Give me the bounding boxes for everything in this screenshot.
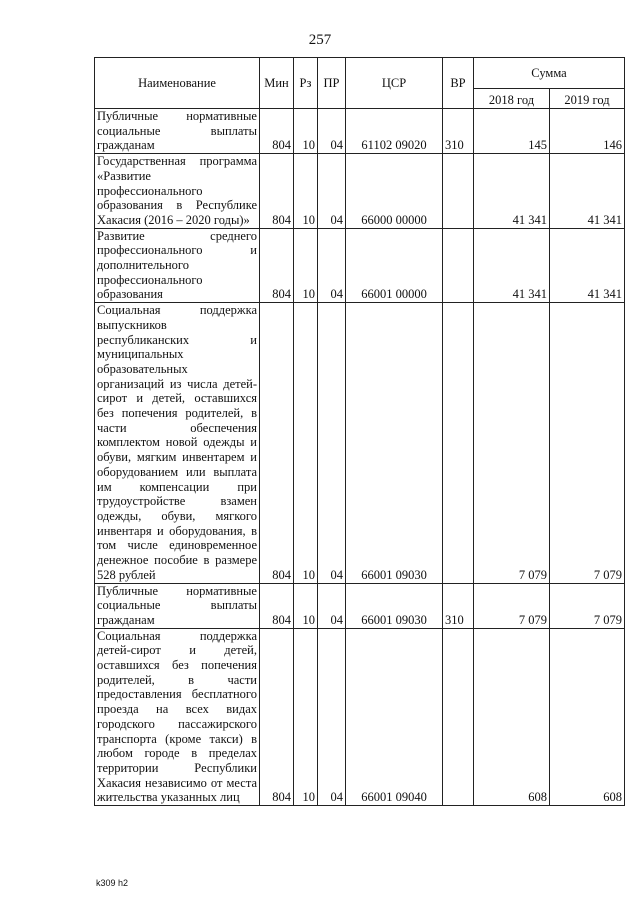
row-pr: 04 xyxy=(318,109,346,154)
row-vr xyxy=(443,228,474,303)
row-pr: 04 xyxy=(318,154,346,229)
row-sum-2019: 7 079 xyxy=(550,303,625,583)
header-sum: Сумма xyxy=(474,58,625,89)
row-vr: 310 xyxy=(443,583,474,628)
budget-table xyxy=(94,57,625,806)
row-rz: 10 xyxy=(294,628,318,805)
row-pr: 04 xyxy=(318,228,346,303)
row-min: 804 xyxy=(260,303,294,583)
row-name: Развитие среднего профессионального и дополнительного профессионального образования xyxy=(95,228,260,303)
row-vr xyxy=(443,303,474,583)
row-sum-2019: 608 xyxy=(550,628,625,805)
row-pr: 04 xyxy=(318,628,346,805)
row-sum-2019: 7 079 xyxy=(550,583,625,628)
row-sum-2019: 146 xyxy=(550,109,625,154)
row-sum-2018: 41 341 xyxy=(474,228,550,303)
row-sum-2018: 145 xyxy=(474,109,550,154)
row-sum-2018: 41 341 xyxy=(474,154,550,229)
row-sum-2018: 7 079 xyxy=(474,583,550,628)
row-csr: 66001 00000 xyxy=(346,228,443,303)
row-csr: 66001 09040 xyxy=(346,628,443,805)
row-pr: 04 xyxy=(318,583,346,628)
table-row xyxy=(95,583,625,628)
header-name: Наименование xyxy=(95,58,260,109)
row-csr: 66000 00000 xyxy=(346,154,443,229)
row-min: 804 xyxy=(260,109,294,154)
row-name: Социальная поддержка детей-сирот и детей, оставшихся без попечения родителей, в части предоставления бесплатного проезда на всех видах городского пассажирского транспорта (кроме такси) в любом городе в пределах территории Республики Хакасия независимо от места жительства указанных лиц xyxy=(95,628,260,805)
header-csr: ЦСР xyxy=(346,58,443,109)
table-row xyxy=(95,228,625,303)
row-min: 804 xyxy=(260,154,294,229)
row-min: 804 xyxy=(260,583,294,628)
row-rz: 10 xyxy=(294,228,318,303)
table-row xyxy=(95,303,625,583)
header-min: Мин xyxy=(260,58,294,109)
header-rz: Рз xyxy=(294,58,318,109)
row-csr: 61102 09020 xyxy=(346,109,443,154)
row-name: Публичные нормативные социальные выплаты гражданам xyxy=(95,583,260,628)
row-sum-2019: 41 341 xyxy=(550,154,625,229)
row-vr xyxy=(443,154,474,229)
header-year-2019: 2019 год xyxy=(550,89,625,109)
row-name: Публичные нормативные социальные выплаты гражданам xyxy=(95,109,260,154)
row-name: Социальная поддержка выпускников республиканских и муниципальных образовательных организаций из числа детей-сирот и детей, оставшихся без попечения родителей, в части обеспечения комплектом новой одежды и обуви, мягким инвентарем и оборудованием или выплата им компенсации при трудоустройстве взамен одежды, обуви, мягкого инвентаря и оборудования, в том числе единовременное денежное пособие в размере 528 рублей xyxy=(95,303,260,583)
page-number: 257 xyxy=(308,32,332,48)
row-rz: 10 xyxy=(294,303,318,583)
row-rz: 10 xyxy=(294,154,318,229)
header-pr: ПР xyxy=(318,58,346,109)
row-vr xyxy=(443,628,474,805)
header-vr: ВР xyxy=(443,58,474,109)
table-row xyxy=(95,154,625,229)
row-min: 804 xyxy=(260,228,294,303)
row-csr: 66001 09030 xyxy=(346,303,443,583)
row-rz: 10 xyxy=(294,583,318,628)
row-sum-2018: 608 xyxy=(474,628,550,805)
row-sum-2018: 7 079 xyxy=(474,303,550,583)
row-vr: 310 xyxy=(443,109,474,154)
row-csr: 66001 09030 xyxy=(346,583,443,628)
footer-code: k309 h2 xyxy=(96,878,129,888)
row-rz: 10 xyxy=(294,109,318,154)
header-year-2018: 2018 год xyxy=(474,89,550,109)
row-name: Государственная программа «Развитие профессионального образования в Республике Хакасия (2016 – 2020 годы)» xyxy=(95,154,260,229)
row-min: 804 xyxy=(260,628,294,805)
row-sum-2019: 41 341 xyxy=(550,228,625,303)
row-pr: 04 xyxy=(318,303,346,583)
table-row xyxy=(95,109,625,154)
table-row xyxy=(95,628,625,805)
